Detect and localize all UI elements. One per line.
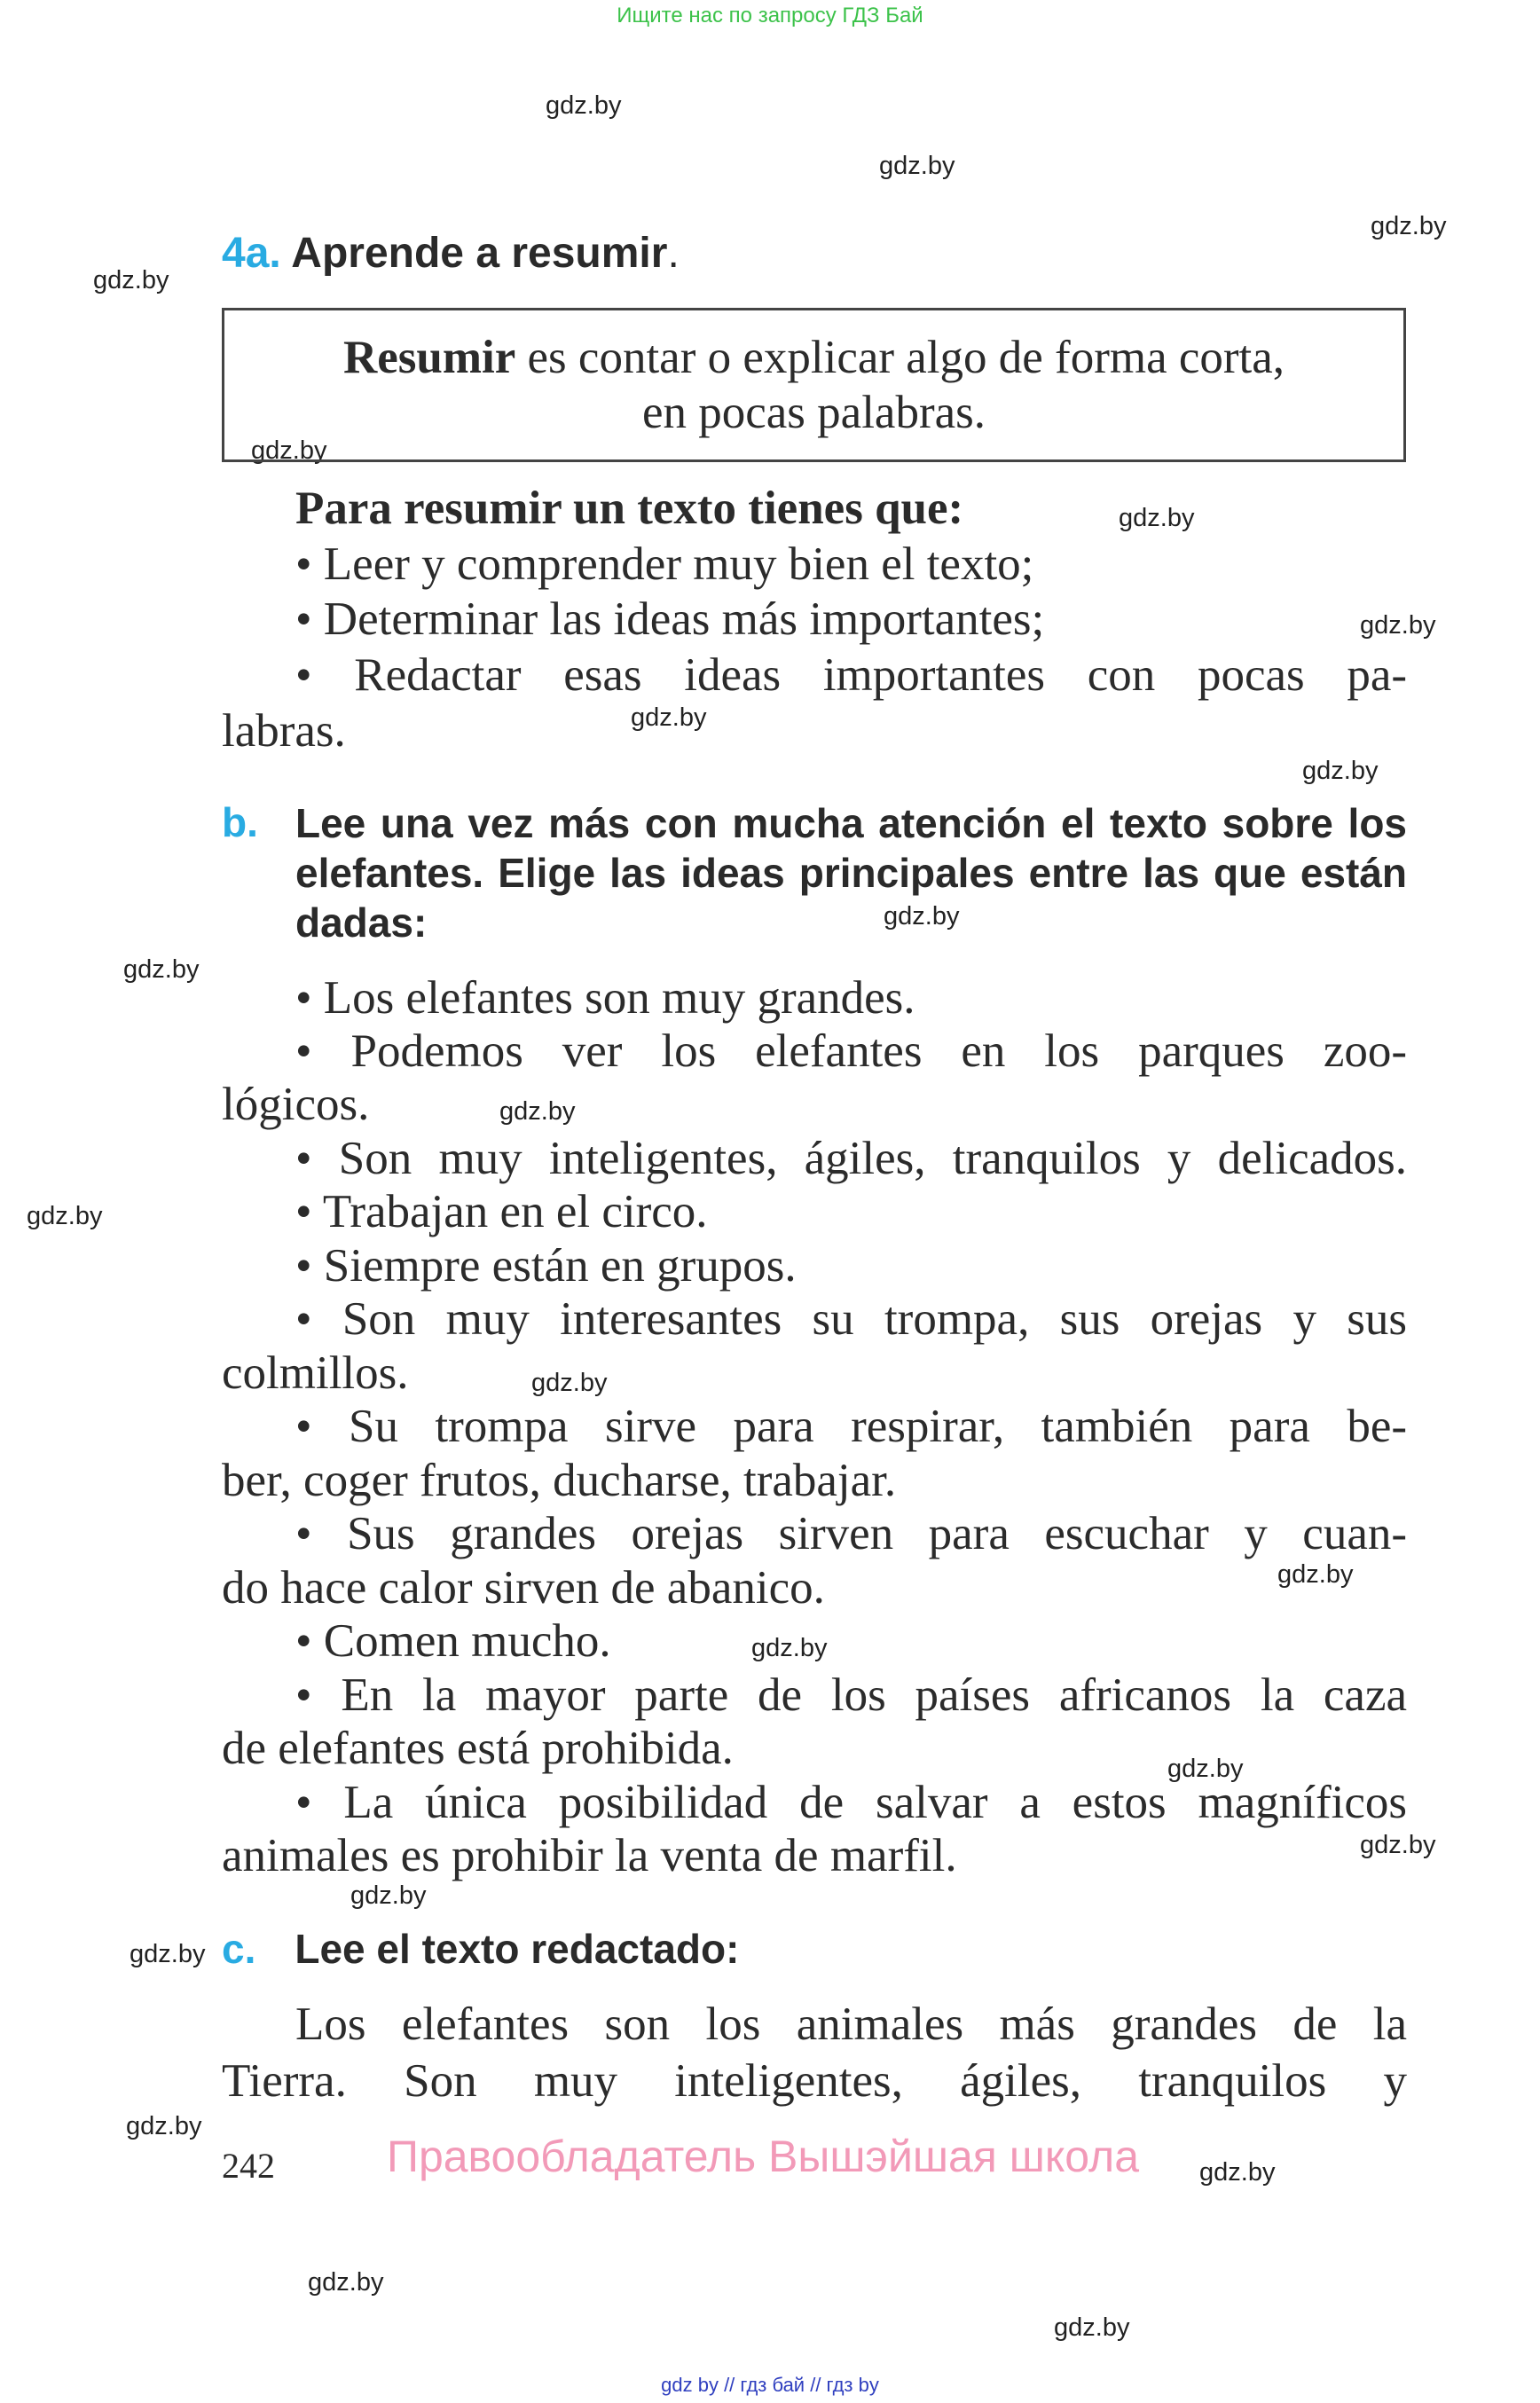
idea-continuation: lógicos. (222, 1079, 370, 1130)
idea-item: • Los elefantes son muy grandes. (295, 972, 915, 1024)
idea-item: • Sus grandes orejas sirven para escuchar y cuan- (295, 1508, 1407, 1559)
watermark: gdz.by (1302, 757, 1379, 785)
watermark: gdz.by (126, 2112, 202, 2140)
section-b-text: Lee una vez más con mucha atención el texto sobre los elefantes. Elige las ideas principales entre las que están dadas: (295, 800, 1407, 946)
watermark: gdz.by (93, 266, 169, 294)
idea-item: • Son muy inteligentes, ágiles, tranquilos y delicados. (295, 1133, 1407, 1184)
step-item: • Redactar esas ideas importantes con pocas pa- (295, 649, 1407, 701)
watermark: gdz.by (1277, 1560, 1354, 1589)
definition-text: es contar o explicar algo de forma corta, (515, 332, 1285, 383)
idea-item: • Trabajan en el circo. (295, 1186, 708, 1237)
idea-item: • Su trompa sirve para respirar, también para be- (295, 1401, 1407, 1452)
watermark: gdz.by (1360, 611, 1436, 640)
idea-continuation: animales es prohibir la venta de marfil. (222, 1830, 957, 1881)
watermark: gdz.by (251, 436, 327, 465)
section-a-heading (222, 229, 680, 278)
watermark: gdz.by (123, 955, 200, 984)
idea-item: • Son muy interesantes su trompa, sus orejas y sus (295, 1293, 1407, 1345)
watermark: gdz.by (27, 1202, 103, 1230)
watermark: gdz.by (350, 1881, 427, 1910)
watermark: gdz.by (308, 2268, 384, 2297)
watermark: gdz.by (879, 152, 955, 180)
watermark: gdz.by (1360, 1831, 1436, 1859)
watermark: gdz.by (631, 703, 707, 732)
idea-item: • La única posibilidad de salvar a estos magníficos (295, 1777, 1407, 1828)
watermark: gdz.by (884, 902, 960, 931)
idea-continuation: do hace calor sirven de abanico. (222, 1562, 825, 1614)
watermark: gdz.by (751, 1634, 828, 1662)
section-c-heading: c. Lee el texto redactado: (222, 1926, 740, 1972)
definition-term: Resumir (342, 332, 516, 383)
section-title: Aprende a resumir (291, 230, 668, 277)
definition-line-2: en pocas palabras. (641, 387, 986, 438)
idea-item: • En la mayor parte de los países africanos la caza (295, 1669, 1407, 1721)
section-number: 4a. (222, 230, 281, 277)
idea-continuation: ber, coger frutos, ducharse, trabajar. (222, 1455, 897, 1506)
redacted-text-line: Los elefantes son los animales más grandes de la (295, 1999, 1407, 2050)
page-number: 242 (222, 2146, 275, 2186)
copyright-notice: Правообладатель Вышэйшая школа (387, 2132, 1139, 2181)
watermark: gdz.by (1371, 212, 1447, 240)
idea-item: • Comen mucho. (295, 1615, 611, 1667)
section-title-period: . (667, 230, 680, 277)
step-item: • Leer y comprender muy bien el texto; (295, 538, 1034, 590)
bottom-links[interactable]: gdz by // гдз бай // гдз by (661, 2374, 879, 2396)
definition-line-1 (224, 330, 1403, 385)
watermark: gdz.by (499, 1097, 576, 1126)
redacted-text-line: Tierra. Son muy inteligentes, ágiles, tranquilos y (222, 2055, 1407, 2107)
watermark: gdz.by (1054, 2313, 1130, 2342)
watermark: gdz.by (546, 91, 622, 120)
top-banner: Ищите нас по запросу ГДЗ Бай (617, 4, 923, 27)
watermark: gdz.by (130, 1940, 206, 1968)
definition-box (222, 308, 1406, 462)
watermark: gdz.by (531, 1369, 608, 1397)
step-item-continuation: labras. (222, 705, 346, 757)
watermark: gdz.by (1167, 1755, 1244, 1783)
idea-item: • Siempre están en grupos. (295, 1240, 797, 1292)
watermark: gdz.by (1199, 2158, 1276, 2187)
idea-item: • Podemos ver los elefantes en los parques zoo- (295, 1025, 1407, 1077)
section-b-number: b. (222, 799, 258, 845)
watermark: gdz.by (1119, 504, 1195, 532)
step-item: • Determinar las ideas más importantes; (295, 593, 1045, 645)
steps-intro: Para resumir un texto tienes que: (295, 483, 964, 534)
idea-continuation: colmillos. (222, 1347, 409, 1399)
idea-continuation: de elefantes está prohibida. (222, 1723, 734, 1774)
